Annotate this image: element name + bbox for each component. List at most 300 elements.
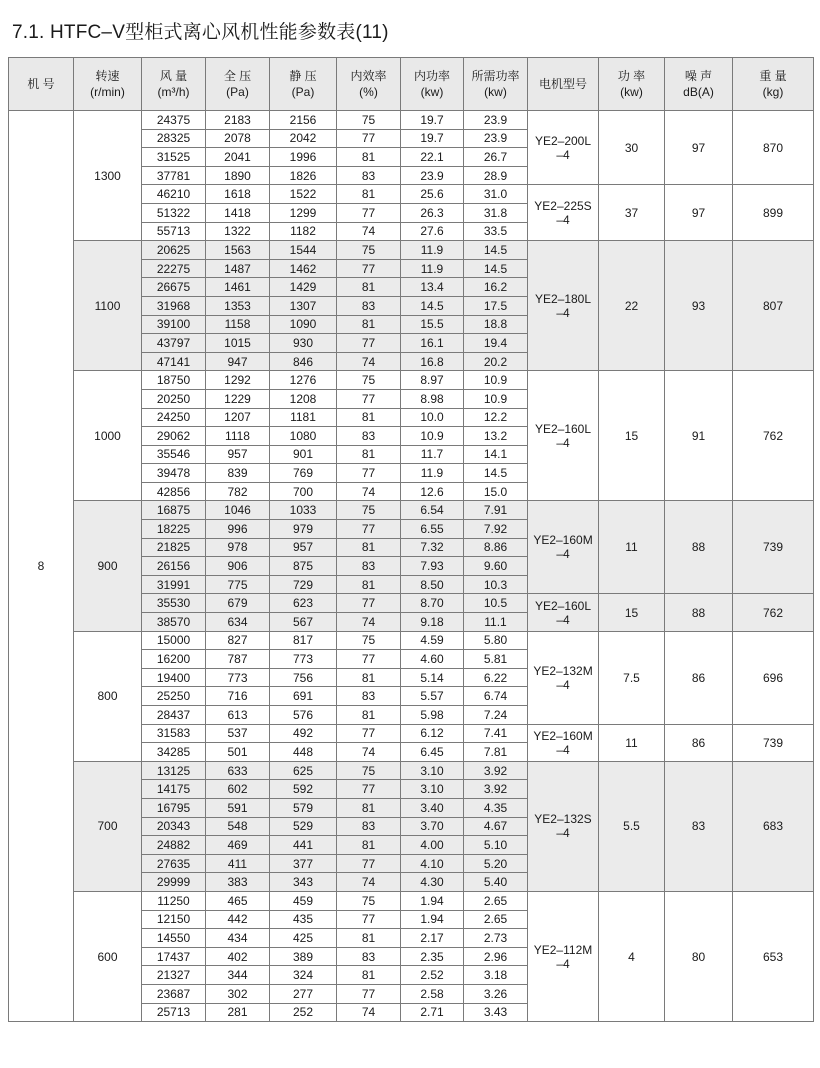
internal-efficiency-cell: 81 [337, 148, 401, 167]
motor-model-line: –4 [556, 826, 570, 841]
motor-model-line: –4 [556, 305, 570, 320]
motor-power-cell: 11 [599, 724, 665, 761]
static-pressure-cell: 1276 [270, 371, 337, 390]
total-pressure-cell: 679 [206, 594, 270, 613]
total-pressure-cell: 383 [206, 873, 270, 892]
required-power-cell: 10.3 [464, 575, 528, 594]
motor-model-line: YE2–160M [533, 533, 593, 548]
static-pressure-cell: 1182 [270, 222, 337, 241]
weight-cell: 762 [733, 371, 814, 501]
internal-efficiency-cell: 81 [337, 575, 401, 594]
motor-power-cell: 37 [599, 185, 665, 241]
required-power-cell: 14.5 [464, 464, 528, 483]
noise-cell: 86 [665, 631, 733, 724]
airflow-cell: 42856 [142, 482, 206, 501]
performance-table [8, 57, 814, 1022]
static-pressure-cell: 377 [270, 854, 337, 873]
required-power-cell: 13.2 [464, 427, 528, 446]
noise-cell: 93 [665, 241, 733, 371]
internal-power-cell: 19.7 [401, 111, 464, 130]
header-internal-efficiency-line: (%) [359, 85, 378, 99]
total-pressure-cell: 537 [206, 724, 270, 743]
motor-model-line: –4 [556, 612, 570, 627]
total-pressure-cell: 996 [206, 520, 270, 539]
internal-efficiency-cell: 77 [337, 259, 401, 278]
airflow-cell: 14550 [142, 929, 206, 948]
internal-efficiency-cell: 77 [337, 334, 401, 353]
internal-power-cell: 8.97 [401, 371, 464, 390]
static-pressure-cell: 901 [270, 445, 337, 464]
required-power-cell: 7.81 [464, 743, 528, 762]
required-power-cell: 2.65 [464, 891, 528, 910]
speed-cell: 800 [74, 631, 142, 761]
motor-model-cell [528, 891, 599, 1021]
internal-efficiency-cell: 75 [337, 501, 401, 520]
header-internal-power [401, 58, 464, 111]
total-pressure-cell: 1890 [206, 166, 270, 185]
header-noise-line: dB(A) [683, 85, 714, 99]
total-pressure-cell: 775 [206, 575, 270, 594]
speed-cell: 1300 [74, 111, 142, 241]
internal-power-cell: 6.45 [401, 743, 464, 762]
internal-efficiency-cell: 83 [337, 947, 401, 966]
internal-efficiency-cell: 81 [337, 445, 401, 464]
internal-power-cell: 6.55 [401, 520, 464, 539]
internal-power-cell: 2.58 [401, 984, 464, 1003]
total-pressure-cell: 1046 [206, 501, 270, 520]
internal-power-cell: 15.5 [401, 315, 464, 334]
noise-cell: 88 [665, 501, 733, 594]
motor-model-cell [528, 185, 599, 241]
internal-efficiency-cell: 81 [337, 929, 401, 948]
required-power-cell: 5.40 [464, 873, 528, 892]
airflow-cell: 24250 [142, 408, 206, 427]
table-row [9, 111, 814, 130]
header-internal-efficiency [337, 58, 401, 111]
internal-power-cell: 2.52 [401, 966, 464, 985]
internal-power-cell: 3.70 [401, 817, 464, 836]
internal-power-cell: 2.35 [401, 947, 464, 966]
header-weight-line: (kg) [762, 85, 784, 99]
internal-efficiency-cell: 81 [337, 408, 401, 427]
internal-efficiency-cell: 83 [337, 166, 401, 185]
airflow-cell: 26156 [142, 557, 206, 576]
total-pressure-cell: 1418 [206, 203, 270, 222]
header-airflow-line: (m³/h) [157, 85, 190, 99]
internal-efficiency-cell: 77 [337, 910, 401, 929]
airflow-cell: 29999 [142, 873, 206, 892]
motor-model-line: YE2–160M [533, 728, 593, 743]
static-pressure-cell: 930 [270, 334, 337, 353]
total-pressure-cell: 1461 [206, 278, 270, 297]
static-pressure-cell: 529 [270, 817, 337, 836]
required-power-cell: 10.5 [464, 594, 528, 613]
total-pressure-cell: 442 [206, 910, 270, 929]
internal-power-cell: 3.10 [401, 780, 464, 799]
total-pressure-cell: 957 [206, 445, 270, 464]
static-pressure-cell: 979 [270, 520, 337, 539]
required-power-cell: 18.8 [464, 315, 528, 334]
internal-efficiency-cell: 81 [337, 966, 401, 985]
total-pressure-cell: 782 [206, 482, 270, 501]
weight-cell: 739 [733, 501, 814, 594]
header-speed-line: (r/min) [90, 85, 125, 99]
static-pressure-cell: 1033 [270, 501, 337, 520]
internal-efficiency-cell: 83 [337, 687, 401, 706]
internal-power-cell: 13.4 [401, 278, 464, 297]
static-pressure-cell: 1299 [270, 203, 337, 222]
table-row [9, 371, 814, 390]
static-pressure-cell: 817 [270, 631, 337, 650]
header-motor-model [528, 58, 599, 111]
required-power-cell: 14.5 [464, 241, 528, 260]
airflow-cell: 35546 [142, 445, 206, 464]
internal-efficiency-cell: 77 [337, 984, 401, 1003]
required-power-cell: 17.5 [464, 296, 528, 315]
required-power-cell: 33.5 [464, 222, 528, 241]
header-internal-power-line: (kw) [420, 85, 444, 99]
static-pressure-cell: 729 [270, 575, 337, 594]
static-pressure-cell: 1544 [270, 241, 337, 260]
static-pressure-cell: 324 [270, 966, 337, 985]
airflow-cell: 39478 [142, 464, 206, 483]
airflow-cell: 28437 [142, 706, 206, 725]
static-pressure-cell: 459 [270, 891, 337, 910]
internal-efficiency-cell: 74 [337, 1003, 401, 1022]
internal-efficiency-cell: 81 [337, 798, 401, 817]
internal-power-cell: 25.6 [401, 185, 464, 204]
internal-efficiency-cell: 77 [337, 389, 401, 408]
header-machine-no-line: 机 号 [27, 77, 55, 91]
motor-model-line: YE2–132S [534, 812, 592, 827]
airflow-cell: 24375 [142, 111, 206, 130]
airflow-cell: 55713 [142, 222, 206, 241]
total-pressure-cell: 402 [206, 947, 270, 966]
required-power-cell: 5.80 [464, 631, 528, 650]
internal-efficiency-cell: 83 [337, 557, 401, 576]
airflow-cell: 18750 [142, 371, 206, 390]
weight-cell: 683 [733, 761, 814, 891]
airflow-cell: 43797 [142, 334, 206, 353]
total-pressure-cell: 1618 [206, 185, 270, 204]
total-pressure-cell: 2041 [206, 148, 270, 167]
header-static-pressure-line: 静 压 [289, 69, 317, 83]
airflow-cell: 29062 [142, 427, 206, 446]
internal-power-cell: 6.54 [401, 501, 464, 520]
internal-power-cell: 16.8 [401, 352, 464, 371]
total-pressure-cell: 773 [206, 668, 270, 687]
header-total-pressure [206, 58, 270, 111]
required-power-cell: 7.41 [464, 724, 528, 743]
internal-efficiency-cell: 74 [337, 743, 401, 762]
static-pressure-cell: 252 [270, 1003, 337, 1022]
internal-efficiency-cell: 77 [337, 520, 401, 539]
total-pressure-cell: 501 [206, 743, 270, 762]
airflow-cell: 34285 [142, 743, 206, 762]
total-pressure-cell: 613 [206, 706, 270, 725]
motor-model-line: YE2–160L [534, 421, 592, 436]
total-pressure-cell: 906 [206, 557, 270, 576]
required-power-cell: 5.10 [464, 836, 528, 855]
internal-power-cell: 11.9 [401, 464, 464, 483]
static-pressure-cell: 700 [270, 482, 337, 501]
total-pressure-cell: 344 [206, 966, 270, 985]
internal-power-cell: 4.30 [401, 873, 464, 892]
required-power-cell: 10.9 [464, 389, 528, 408]
internal-power-cell: 2.71 [401, 1003, 464, 1022]
internal-efficiency-cell: 74 [337, 352, 401, 371]
total-pressure-cell: 633 [206, 761, 270, 780]
internal-power-cell: 27.6 [401, 222, 464, 241]
internal-efficiency-cell: 75 [337, 631, 401, 650]
total-pressure-cell: 827 [206, 631, 270, 650]
static-pressure-cell: 579 [270, 798, 337, 817]
required-power-cell: 3.92 [464, 780, 528, 799]
static-pressure-cell: 691 [270, 687, 337, 706]
static-pressure-cell: 389 [270, 947, 337, 966]
static-pressure-cell: 957 [270, 538, 337, 557]
header-weight [733, 58, 814, 111]
airflow-cell: 24882 [142, 836, 206, 855]
internal-efficiency-cell: 74 [337, 613, 401, 632]
motor-power-cell: 4 [599, 891, 665, 1021]
airflow-cell: 31968 [142, 296, 206, 315]
header-total-pressure-line: (Pa) [226, 85, 249, 99]
internal-power-cell: 8.70 [401, 594, 464, 613]
noise-cell: 97 [665, 185, 733, 241]
internal-efficiency-cell: 74 [337, 482, 401, 501]
internal-power-cell: 10.0 [401, 408, 464, 427]
required-power-cell: 16.2 [464, 278, 528, 297]
motor-model-cell [528, 501, 599, 594]
static-pressure-cell: 1462 [270, 259, 337, 278]
static-pressure-cell: 625 [270, 761, 337, 780]
motor-model-cell [528, 371, 599, 501]
motor-model-line: –4 [556, 212, 570, 227]
airflow-cell: 21825 [142, 538, 206, 557]
motor-model-line: YE2–112M [533, 942, 593, 957]
required-power-cell: 23.9 [464, 129, 528, 148]
motor-model-line: YE2–200L [534, 133, 592, 148]
internal-efficiency-cell: 77 [337, 724, 401, 743]
machine-no-cell: 8 [9, 111, 74, 1022]
noise-cell: 97 [665, 111, 733, 185]
required-power-cell: 10.9 [464, 371, 528, 390]
motor-model-cell [528, 594, 599, 631]
airflow-cell: 25250 [142, 687, 206, 706]
motor-model-line: –4 [556, 547, 570, 562]
static-pressure-cell: 435 [270, 910, 337, 929]
internal-power-cell: 2.17 [401, 929, 464, 948]
internal-efficiency-cell: 75 [337, 761, 401, 780]
motor-model-cell [528, 241, 599, 371]
speed-cell: 700 [74, 761, 142, 891]
airflow-cell: 18225 [142, 520, 206, 539]
internal-power-cell: 4.60 [401, 650, 464, 669]
header-internal-power-line: 内功率 [413, 69, 450, 83]
total-pressure-cell: 716 [206, 687, 270, 706]
airflow-cell: 15000 [142, 631, 206, 650]
airflow-cell: 16200 [142, 650, 206, 669]
total-pressure-cell: 1118 [206, 427, 270, 446]
airflow-cell: 16875 [142, 501, 206, 520]
noise-cell: 80 [665, 891, 733, 1021]
airflow-cell: 16795 [142, 798, 206, 817]
total-pressure-cell: 2078 [206, 129, 270, 148]
internal-efficiency-cell: 77 [337, 594, 401, 613]
weight-cell: 870 [733, 111, 814, 185]
static-pressure-cell: 2042 [270, 129, 337, 148]
internal-efficiency-cell: 83 [337, 817, 401, 836]
header-required-power [464, 58, 528, 111]
internal-efficiency-cell: 81 [337, 278, 401, 297]
noise-cell: 91 [665, 371, 733, 501]
airflow-cell: 28325 [142, 129, 206, 148]
total-pressure-cell: 634 [206, 613, 270, 632]
internal-power-cell: 26.3 [401, 203, 464, 222]
internal-power-cell: 8.98 [401, 389, 464, 408]
total-pressure-cell: 591 [206, 798, 270, 817]
required-power-cell: 3.26 [464, 984, 528, 1003]
required-power-cell: 7.92 [464, 520, 528, 539]
internal-power-cell: 4.59 [401, 631, 464, 650]
internal-power-cell: 23.9 [401, 166, 464, 185]
static-pressure-cell: 1429 [270, 278, 337, 297]
required-power-cell: 2.73 [464, 929, 528, 948]
required-power-cell: 31.0 [464, 185, 528, 204]
header-motor-model-line: 电机型号 [538, 77, 587, 91]
motor-model-cell [528, 761, 599, 891]
static-pressure-cell: 576 [270, 706, 337, 725]
airflow-cell: 46210 [142, 185, 206, 204]
motor-power-cell: 22 [599, 241, 665, 371]
airflow-cell: 31583 [142, 724, 206, 743]
internal-efficiency-cell: 81 [337, 538, 401, 557]
internal-power-cell: 6.12 [401, 724, 464, 743]
noise-cell: 88 [665, 594, 733, 631]
static-pressure-cell: 623 [270, 594, 337, 613]
required-power-cell: 20.2 [464, 352, 528, 371]
internal-power-cell: 8.50 [401, 575, 464, 594]
internal-efficiency-cell: 77 [337, 203, 401, 222]
airflow-cell: 51322 [142, 203, 206, 222]
internal-power-cell: 5.57 [401, 687, 464, 706]
header-motor-power [599, 58, 665, 111]
total-pressure-cell: 465 [206, 891, 270, 910]
internal-power-cell: 7.93 [401, 557, 464, 576]
internal-efficiency-cell: 81 [337, 668, 401, 687]
airflow-cell: 37781 [142, 166, 206, 185]
required-power-cell: 7.24 [464, 706, 528, 725]
static-pressure-cell: 769 [270, 464, 337, 483]
total-pressure-cell: 1322 [206, 222, 270, 241]
internal-power-cell: 7.32 [401, 538, 464, 557]
motor-model-line: YE2–132M [533, 663, 593, 678]
motor-power-cell: 15 [599, 594, 665, 631]
required-power-cell: 31.8 [464, 203, 528, 222]
header-total-pressure-line: 全 压 [223, 69, 252, 83]
static-pressure-cell: 592 [270, 780, 337, 799]
motor-power-cell: 5.5 [599, 761, 665, 891]
header-airflow [142, 58, 206, 111]
required-power-cell: 6.74 [464, 687, 528, 706]
total-pressure-cell: 1487 [206, 259, 270, 278]
required-power-cell: 9.60 [464, 557, 528, 576]
motor-power-cell: 11 [599, 501, 665, 594]
motor-power-cell: 7.5 [599, 631, 665, 724]
internal-efficiency-cell: 75 [337, 371, 401, 390]
total-pressure-cell: 548 [206, 817, 270, 836]
static-pressure-cell: 2156 [270, 111, 337, 130]
required-power-cell: 4.35 [464, 798, 528, 817]
internal-power-cell: 5.14 [401, 668, 464, 687]
required-power-cell: 19.4 [464, 334, 528, 353]
total-pressure-cell: 434 [206, 929, 270, 948]
total-pressure-cell: 411 [206, 854, 270, 873]
required-power-cell: 23.9 [464, 111, 528, 130]
airflow-cell: 11250 [142, 891, 206, 910]
header-static-pressure-line: (Pa) [291, 85, 315, 99]
required-power-cell: 28.9 [464, 166, 528, 185]
static-pressure-cell: 1307 [270, 296, 337, 315]
internal-efficiency-cell: 81 [337, 185, 401, 204]
weight-cell: 739 [733, 724, 814, 761]
static-pressure-cell: 1522 [270, 185, 337, 204]
header-speed-line: 转速 [95, 69, 120, 83]
internal-efficiency-cell: 81 [337, 836, 401, 855]
airflow-cell: 39100 [142, 315, 206, 334]
table-header-row [9, 58, 814, 111]
weight-cell: 807 [733, 241, 814, 371]
total-pressure-cell: 947 [206, 352, 270, 371]
motor-model-line: –4 [556, 956, 570, 971]
motor-model-cell [528, 111, 599, 185]
static-pressure-cell: 277 [270, 984, 337, 1003]
total-pressure-cell: 602 [206, 780, 270, 799]
internal-efficiency-cell: 75 [337, 891, 401, 910]
required-power-cell: 11.1 [464, 613, 528, 632]
static-pressure-cell: 441 [270, 836, 337, 855]
total-pressure-cell: 787 [206, 650, 270, 669]
static-pressure-cell: 1080 [270, 427, 337, 446]
required-power-cell: 14.1 [464, 445, 528, 464]
internal-efficiency-cell: 81 [337, 706, 401, 725]
required-power-cell: 26.7 [464, 148, 528, 167]
speed-cell: 1100 [74, 241, 142, 371]
required-power-cell: 14.5 [464, 259, 528, 278]
weight-cell: 653 [733, 891, 814, 1021]
speed-cell: 600 [74, 891, 142, 1021]
internal-power-cell: 1.94 [401, 891, 464, 910]
airflow-cell: 20250 [142, 389, 206, 408]
airflow-cell: 38570 [142, 613, 206, 632]
static-pressure-cell: 846 [270, 352, 337, 371]
internal-power-cell: 3.10 [401, 761, 464, 780]
airflow-cell: 31525 [142, 148, 206, 167]
total-pressure-cell: 1229 [206, 389, 270, 408]
internal-efficiency-cell: 77 [337, 854, 401, 873]
motor-model-cell [528, 631, 599, 724]
internal-efficiency-cell: 75 [337, 241, 401, 260]
required-power-cell: 8.86 [464, 538, 528, 557]
total-pressure-cell: 1353 [206, 296, 270, 315]
static-pressure-cell: 1181 [270, 408, 337, 427]
required-power-cell: 7.91 [464, 501, 528, 520]
airflow-cell: 14175 [142, 780, 206, 799]
airflow-cell: 20343 [142, 817, 206, 836]
header-noise [665, 58, 733, 111]
airflow-cell: 25713 [142, 1003, 206, 1022]
